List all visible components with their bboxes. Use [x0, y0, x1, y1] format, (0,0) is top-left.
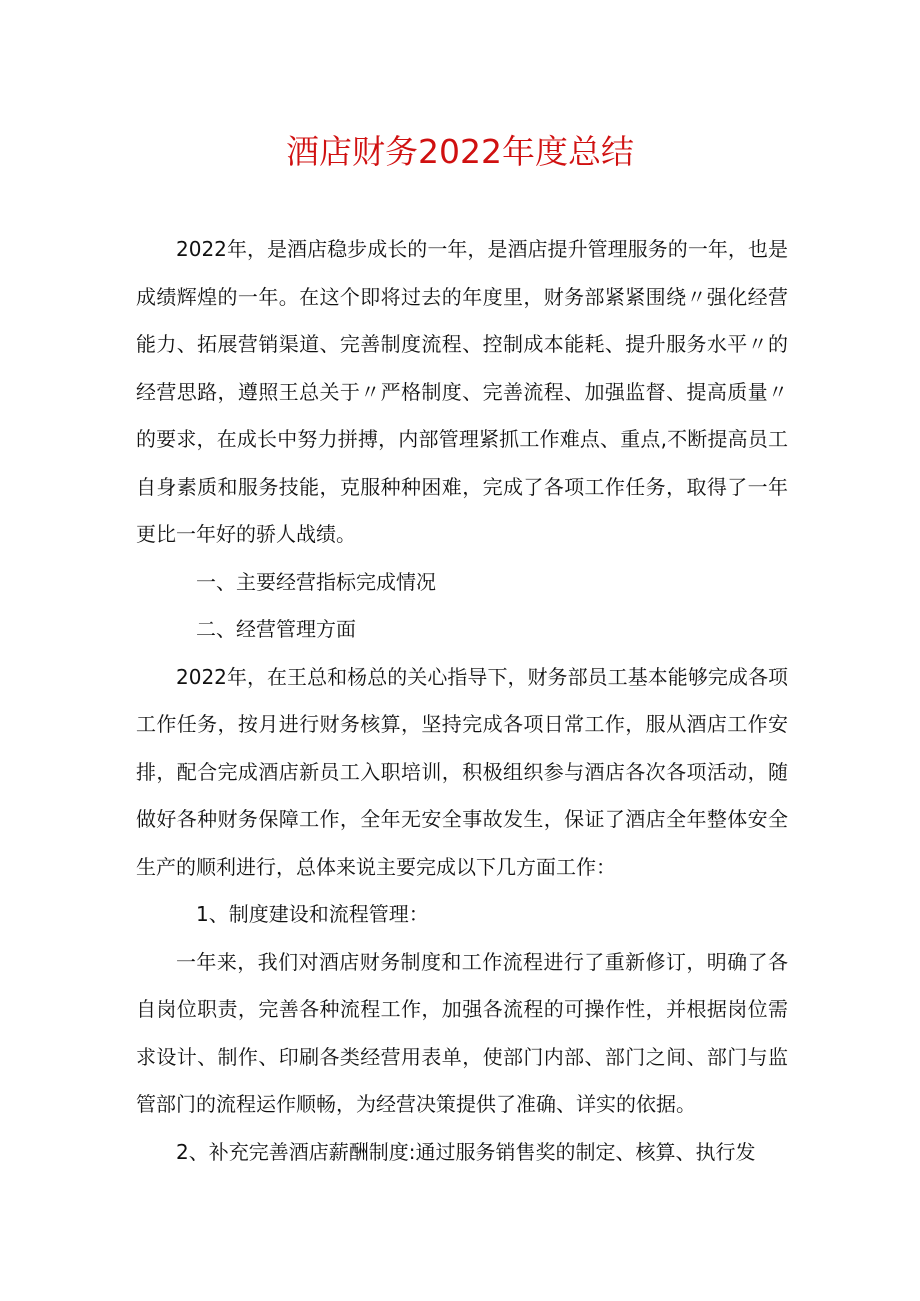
paragraph-system-process: 一年来，我们对酒店财务制度和工作流程进行了重新修订，明确了各自岗位职责，完善各种流程工作，加强各流程的可操作性，并根据岗位需求设计、制作、印刷各类经营用表单，使部门内部、部门之间、部门与监管部门的流程运作顺畅，为经营决策提供了准确、详实的依据。	[136, 949, 788, 1116]
document-body	[136, 226, 788, 1176]
paragraph-operations: 2022年，在王总和杨总的关心指导下，财务部员工基本能够完成各项工作任务，按月进行财务核算，坚持完成各项日常工作，服从酒店工作安排，配合完成酒店新员工入职培训，积极组织参与酒店各次各项活动，随做好各种财务保障工作，全年无安全事故发生，保证了酒店全年整体安全生产的顺利进行，总体来说主要完成以下几方面工作：	[136, 664, 788, 879]
paragraph-intro: 2022年，是酒店稳步成长的一年，是酒店提升管理服务的一年，也是成绩辉煌的一年。在这个即将过去的年度里，财务部紧紧围绕〃强化经营能力、拓展营销渠道、完善制度流程、控制成本能耗、提升服务水平〃的经营思路，遵照王总关于〃严格制度、完善流程、加强监督、提高质量〃的要求，在成长中努力拼搏，内部管理紧抓工作难点、重点,不断提高员工自身素质和服务技能，克服种种困难，完成了各项工作任务，取得了一年更比一年好的骄人战绩。	[136, 237, 788, 546]
subsection-heading-system-process: 1、制度建设和流程管理：	[196, 902, 429, 926]
paragraph-salary-system: 2、补充完善酒店薪酬制度:通过服务销售奖的制定、核算、执行发	[176, 1139, 756, 1164]
section-heading-main-indicators: 一、主要经营指标完成情况	[196, 569, 436, 594]
document-title: 酒店财务2022年度总结	[286, 132, 634, 171]
section-heading-operations-management: 二、经营管理方面	[196, 617, 356, 641]
